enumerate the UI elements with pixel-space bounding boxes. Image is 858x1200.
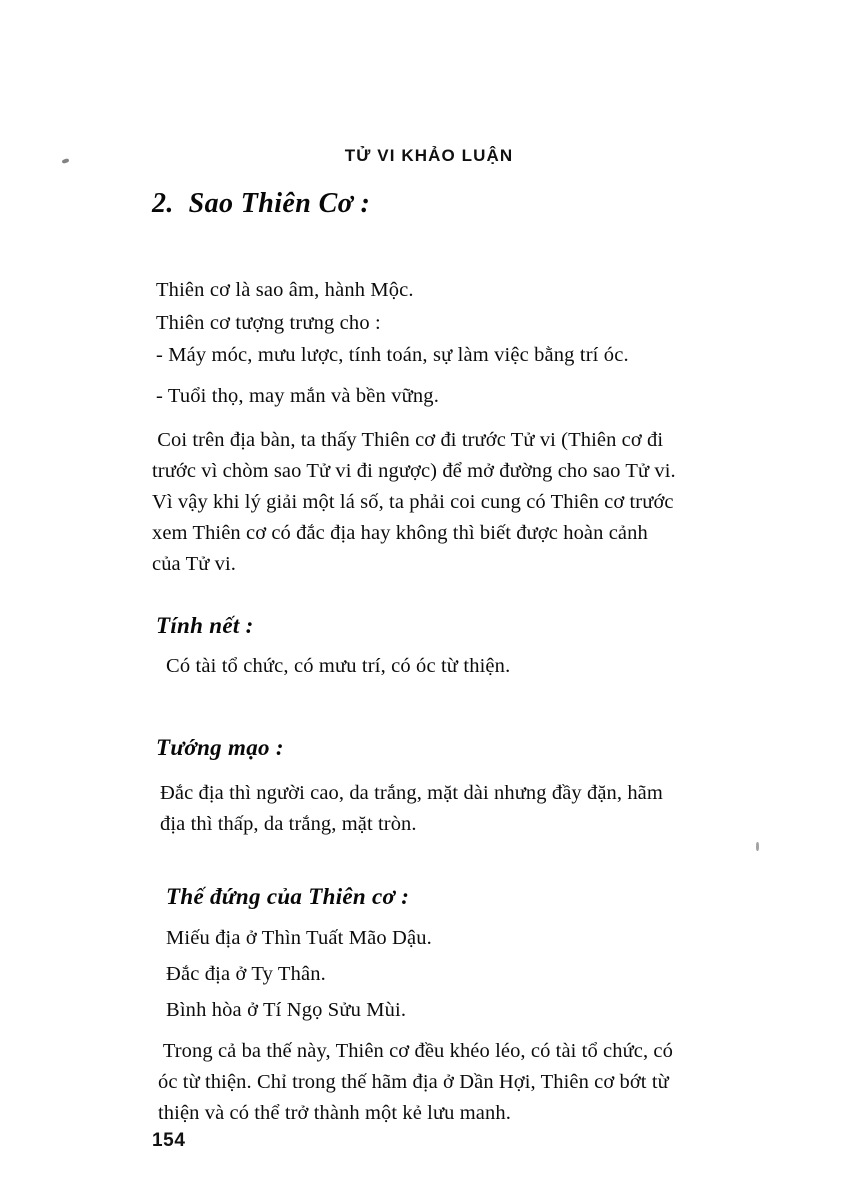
paragraph-line: Coi trên địa bàn, ta thấy Thiên cơ đi trước Tử vi (Thiên cơ đi bbox=[152, 429, 664, 451]
paragraph-line: Đắc địa thì người cao, da trắng, mặt dài nhưng đầy đặn, hãm bbox=[160, 782, 663, 804]
paragraph-line: địa thì thấp, da trắng, mặt tròn. bbox=[160, 813, 417, 835]
intro-bullet-2: - Tuổi thọ, may mắn và bền vững. bbox=[156, 385, 439, 407]
paragraph-line: thiện và có thể trở thành một kẻ lưu manh. bbox=[158, 1102, 511, 1124]
paragraph-line: xem Thiên cơ có đắc địa hay không thì biết được hoàn cảnh bbox=[152, 522, 648, 544]
the-dung-line-1: Miếu địa ở Thìn Tuất Mão Dậu. bbox=[166, 927, 432, 949]
paragraph-line: Trong cả ba thế này, Thiên cơ đều khéo léo, có tài tổ chức, có bbox=[158, 1040, 673, 1062]
subheading-the-dung: Thế đứng của Thiên cơ : bbox=[166, 884, 410, 909]
tinh-net-body: Có tài tổ chức, có mưu trí, có óc từ thiện. bbox=[166, 655, 511, 677]
the-dung-line-2: Đắc địa ở Ty Thân. bbox=[166, 963, 326, 985]
intro-line-2: Thiên cơ tượng trưng cho : bbox=[156, 312, 381, 334]
subheading-tuong-mao: Tướng mạo : bbox=[156, 735, 284, 760]
intro-bullet-1: - Máy móc, mưu lược, tính toán, sự làm việc bằng trí óc. bbox=[156, 344, 629, 366]
paragraph-line: trước vì chòm sao Tử vi đi ngược) để mở đường cho sao Tử vi. bbox=[152, 460, 676, 482]
the-dung-closing-paragraph bbox=[158, 1036, 798, 1129]
paragraph-line: Vì vậy khi lý giải một lá số, ta phải coi cung có Thiên cơ trước bbox=[152, 491, 674, 513]
paragraph-line: của Tử vi. bbox=[152, 553, 237, 575]
tuong-mao-body bbox=[160, 778, 800, 840]
paragraph-main bbox=[152, 425, 792, 580]
subheading-tinh-net: Tính nết : bbox=[156, 613, 254, 638]
the-dung-line-3: Bình hòa ở Tí Ngọ Sửu Mùi. bbox=[166, 999, 407, 1021]
page-title: 2. Sao Thiên Cơ : bbox=[152, 188, 371, 219]
page-number: 154 bbox=[152, 1130, 186, 1151]
paragraph-line: óc từ thiện. Chỉ trong thế hãm địa ở Dần Hợi, Thiên cơ bớt từ bbox=[158, 1071, 669, 1093]
intro-line-1: Thiên cơ là sao âm, hành Mộc. bbox=[156, 279, 414, 301]
scan-speck-icon bbox=[756, 842, 759, 851]
running-header: TỬ VI KHẢO LUẬN bbox=[344, 146, 514, 165]
